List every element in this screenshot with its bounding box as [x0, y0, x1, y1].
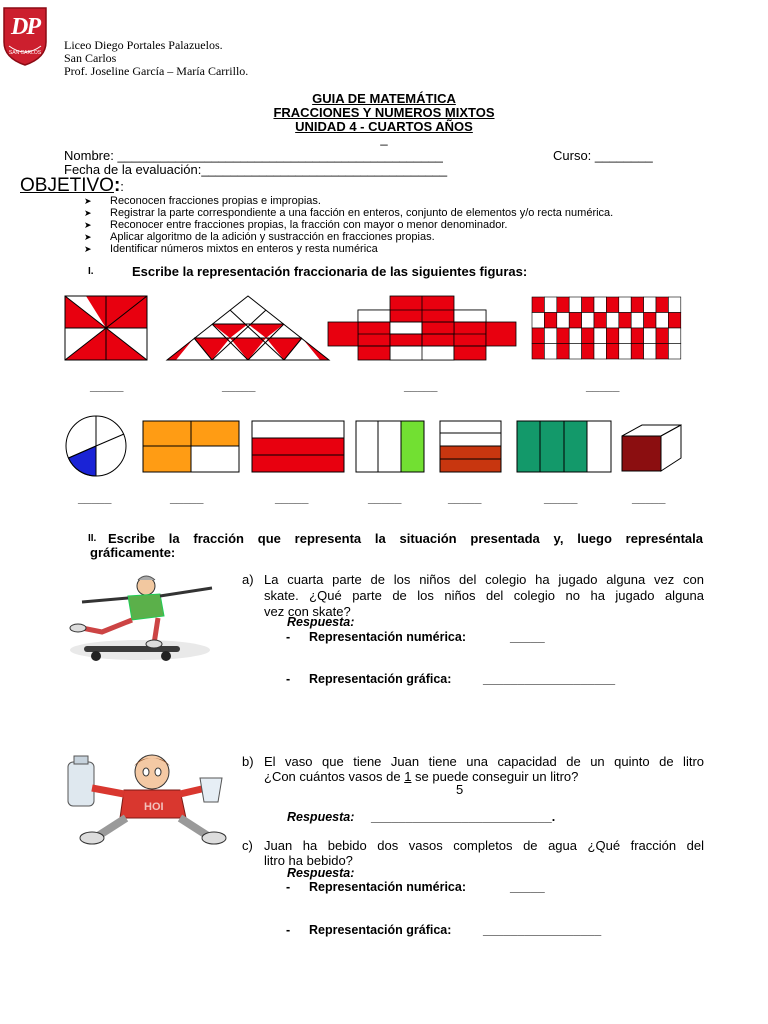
- checker-cell: [606, 328, 618, 344]
- figure-square-triangles: [65, 296, 147, 360]
- logo-ring-text: SAN CARLOS: [8, 50, 42, 56]
- dash: -: [286, 880, 291, 894]
- checker-cell: [582, 297, 594, 313]
- question-c-numeric-blank[interactable]: _____: [510, 880, 545, 894]
- title-underscore: _: [380, 131, 388, 146]
- checker-cell: [544, 344, 556, 360]
- checker-cell: [594, 344, 606, 360]
- checker-cell: [606, 344, 618, 360]
- question-b-line-2: ¿Con cuántos vasos de 1 se puede conseguir un litro?: [264, 769, 579, 784]
- answer-blank-7[interactable]: _____: [275, 491, 309, 505]
- dash: -: [286, 672, 291, 686]
- section-2-number: II.: [88, 533, 97, 544]
- checker-cell: [644, 328, 656, 344]
- question-b-line-1: El vaso que tiene Juan tiene una capacidad de un quinto de litro: [264, 754, 704, 769]
- checker-cell: [606, 313, 618, 329]
- checker-cell: [668, 328, 680, 344]
- checker-cell: [631, 297, 643, 313]
- question-a-graphic-blank[interactable]: ___________________: [483, 672, 616, 686]
- question-c-line-2: litro ha bebido?: [264, 853, 353, 868]
- guide-title: GUIA DE MATEMÁTICA: [312, 91, 456, 106]
- checker-cell: [644, 313, 656, 329]
- answer-blank-4[interactable]: _____: [586, 379, 620, 393]
- skater-illustration: [62, 572, 218, 664]
- fraction-numerator: 1: [404, 769, 412, 784]
- checker-cell: [569, 328, 581, 344]
- fraction-denominator: 5: [456, 782, 464, 797]
- figure-cube: [622, 425, 681, 471]
- checker-cell: [644, 297, 656, 313]
- checker-cell: [532, 313, 544, 329]
- figure-triangle-grid: [167, 296, 329, 360]
- objective-heading: [20, 175, 124, 198]
- question-a-numeric-blank[interactable]: _____: [510, 630, 545, 644]
- checker-cell: [532, 297, 544, 313]
- checker-cell: [532, 344, 544, 360]
- checker-cell: [557, 328, 569, 344]
- question-a-answer-label: Respuesta:: [287, 615, 355, 629]
- question-a-line-2: skate. ¿Qué parte de los niños del colegio no ha jugado alguna: [264, 588, 704, 603]
- checker-cell: [656, 344, 668, 360]
- checker-cell: [619, 328, 631, 344]
- checker-cell: [594, 328, 606, 344]
- checker-cell: [668, 297, 680, 313]
- school-city: San Carlos: [64, 51, 117, 65]
- checker-cell: [631, 344, 643, 360]
- question-a-label: a): [242, 572, 254, 587]
- checker-cell: [557, 344, 569, 360]
- checker-cell: [569, 313, 581, 329]
- checker-cell: [557, 313, 569, 329]
- checker-cell: [544, 328, 556, 344]
- figure-circle: [66, 416, 126, 476]
- question-c-line-1: Juan ha bebido dos vasos completos de agua ¿Qué fracción del: [264, 838, 704, 853]
- answer-blank-1[interactable]: _____: [90, 379, 124, 393]
- checker-cell: [619, 344, 631, 360]
- question-c-graphic-label: Representación gráfica:: [309, 923, 452, 937]
- checker-cell: [644, 344, 656, 360]
- question-a-line-1: La cuarta parte de los niños del colegio ha jugado alguna vez con: [264, 572, 704, 587]
- checker-cell: [569, 297, 581, 313]
- checker-cell: [619, 313, 631, 329]
- answer-blank-3[interactable]: _____: [404, 379, 438, 393]
- checker-cell: [631, 313, 643, 329]
- checker-cell: [582, 344, 594, 360]
- checker-cell: [557, 297, 569, 313]
- checker-cell: [569, 344, 581, 360]
- figure-orange-quarters: [143, 421, 239, 472]
- answer-blank-2[interactable]: _____: [222, 379, 256, 393]
- teachers: Prof. Joseline García – María Carrillo.: [64, 64, 249, 78]
- objective-colon-2: :: [120, 179, 124, 194]
- question-b-answer-label: Respuesta:: [287, 810, 355, 824]
- question-c-graphic-blank[interactable]: _________________: [483, 923, 602, 937]
- arrow-bullet-icon: ➤: [84, 208, 92, 218]
- logo-initials: DP: [11, 14, 39, 40]
- arrow-bullet-icon: ➤: [84, 196, 92, 206]
- checker-cell: [532, 328, 544, 344]
- answer-blank-8[interactable]: _____: [368, 491, 402, 505]
- checker-cell: [656, 297, 668, 313]
- objective-colon: :: [113, 175, 121, 196]
- checker-cell: [631, 328, 643, 344]
- checker-cell: [582, 328, 594, 344]
- arrow-bullet-icon: ➤: [84, 220, 92, 230]
- figure-block-shape: [328, 296, 516, 360]
- objective-label: OBJETIVO: [20, 175, 114, 196]
- section-2-heading: Escribe la fracción que representa la situación presentada y, luego represéntala: [108, 531, 703, 546]
- dash: -: [286, 923, 291, 937]
- checker-cell: [619, 297, 631, 313]
- guide-subtitle: FRACCIONES Y NUMEROS MIXTOS: [273, 105, 495, 120]
- figure-red-stripes: [252, 421, 344, 472]
- svg-text:HOI: HOI: [144, 801, 164, 813]
- course-field[interactable]: Curso: ________: [553, 148, 653, 163]
- question-a-graphic-label: Representación gráfica:: [309, 672, 452, 686]
- figure-green-column: [356, 421, 424, 472]
- answer-blank-11[interactable]: _____: [632, 491, 666, 505]
- question-b-answer-blank[interactable]: __________________________.: [371, 810, 556, 824]
- checker-cell: [594, 313, 606, 329]
- figure-teal-columns: [517, 421, 611, 472]
- question-a-numeric-label: Representación numérica:: [309, 630, 466, 644]
- name-field[interactable]: Nombre: _____________________________________________: [64, 148, 443, 163]
- section-1-heading: Escribe la representación fraccionaria de las siguientes figuras:: [132, 264, 528, 279]
- checker-cell: [544, 297, 556, 313]
- guide-unit: UNIDAD 4 - CUARTOS AÑOS: [295, 119, 473, 134]
- boy-with-water-illustration: [64, 752, 234, 848]
- answer-blank-5[interactable]: _____: [78, 491, 112, 505]
- checker-cell: [668, 344, 680, 360]
- section-2-heading-cont: gráficamente:: [90, 545, 176, 560]
- school-logo: [2, 6, 48, 66]
- figure-darkred-stripes: [440, 421, 501, 472]
- question-c-answer-label: Respuesta:: [287, 866, 355, 880]
- arrow-bullet-icon: ➤: [84, 244, 92, 254]
- date-field[interactable]: Fecha de la evaluación:__________________________________: [64, 162, 448, 177]
- checker-cell: [544, 313, 556, 329]
- question-c-label: c): [242, 838, 253, 853]
- fraction-figures-row-1: [0, 290, 768, 370]
- answer-blank-10[interactable]: _____: [544, 491, 578, 505]
- checker-cell: [606, 297, 618, 313]
- question-c-numeric-label: Representación numérica:: [309, 880, 466, 894]
- question-b-label: b): [242, 754, 254, 769]
- figure-checker-grid: [532, 297, 681, 359]
- checker-cell: [668, 313, 680, 329]
- dash: -: [286, 630, 291, 644]
- question-a-line-3: vez con skate?: [264, 604, 351, 619]
- answer-blank-9[interactable]: _____: [448, 491, 482, 505]
- checker-cell: [656, 328, 668, 344]
- section-1-number: I.: [88, 266, 94, 277]
- fraction-figures-row-2: [0, 415, 768, 480]
- checker-cell: [582, 313, 594, 329]
- school-name: Liceo Diego Portales Palazuelos.: [64, 38, 223, 52]
- checker-cell: [594, 297, 606, 313]
- answer-blank-6[interactable]: _____: [170, 491, 204, 505]
- checker-cell: [656, 313, 668, 329]
- arrow-bullet-icon: ➤: [84, 232, 92, 242]
